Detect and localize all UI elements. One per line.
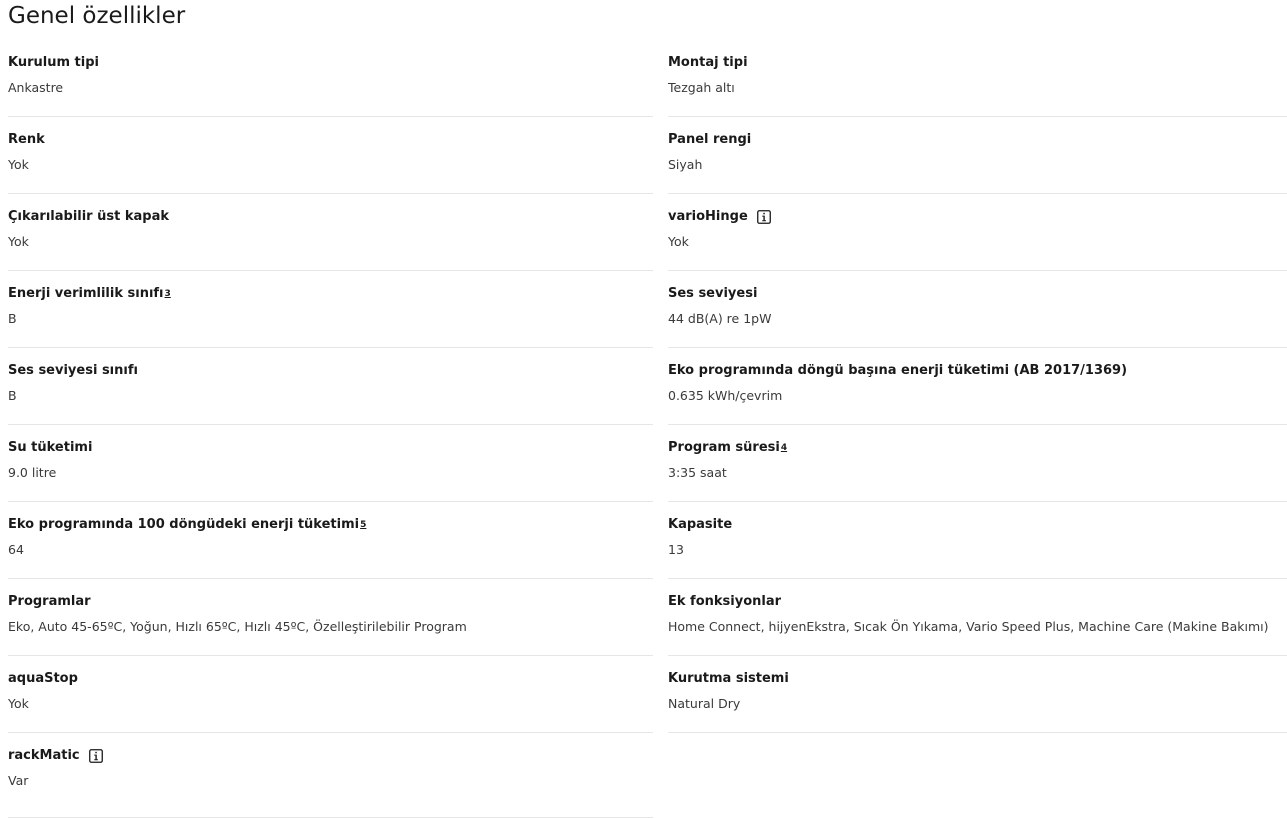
spec-label: Renk — [8, 132, 45, 147]
spec-label: aquaStop — [8, 671, 78, 686]
spec-item-aquastop — [8, 656, 653, 733]
spec-label: Kapasite — [668, 517, 733, 532]
spec-label: Çıkarılabilir üst kapak — [8, 209, 169, 224]
spec-value: B — [8, 388, 17, 403]
spec-item-program-suresi — [668, 425, 1287, 502]
spec-item-rackmatic — [8, 733, 653, 818]
spec-value: Siyah — [668, 157, 703, 172]
spec-label: Eko programında 100 döngüdeki enerji tüketimi 5 — [8, 517, 367, 532]
spec-label: Eko programında döngü başına enerji tüketimi (AB 2017/1369) — [668, 363, 1128, 378]
spec-item-ses-seviyesi — [668, 271, 1287, 348]
spec-value: B — [8, 311, 17, 326]
spec-item-enerji-verimlilik-sinifi — [8, 271, 653, 348]
spec-value: Tezgah altı — [668, 80, 735, 95]
spec-value: 64 — [8, 542, 24, 557]
spec-value: Yok — [668, 234, 689, 249]
spec-value: Yok — [8, 696, 29, 711]
spec-label: Su tüketimi — [8, 440, 93, 455]
spec-value: Natural Dry — [668, 696, 741, 711]
spec-item-eko-100-dongu — [8, 502, 653, 579]
spec-item-kurutma-sistemi — [668, 656, 1287, 733]
spec-label: Kurutma sistemi — [668, 671, 789, 686]
spec-label: Ek fonksiyonlar — [668, 594, 782, 609]
spec-value: 9.0 litre — [8, 465, 57, 480]
spec-item-kapasite — [668, 502, 1287, 579]
spec-label: varioHinge — [668, 208, 771, 226]
spec-value: Ankastre — [8, 80, 64, 95]
spec-value: 0.635 kWh/çevrim — [668, 388, 783, 403]
spec-item-kurulum-tipi — [8, 40, 653, 117]
spec-item-cikarilabilir-ust-kapak — [8, 194, 653, 271]
spec-item-variohinge — [668, 194, 1287, 271]
spec-value: 3:35 saat — [668, 465, 727, 480]
spec-value: Yok — [8, 157, 29, 172]
spec-label: rackMatic — [8, 747, 103, 765]
spec-label: Programlar — [8, 594, 91, 609]
spec-value: Home Connect, hijyenEkstra, Sıcak Ön Yıkama, Vario Speed Plus, Machine Care (Makine Bakımı) — [668, 619, 1269, 634]
spec-value: 13 — [668, 542, 684, 557]
spec-item-su-tuketimi — [8, 425, 653, 502]
spec-label: Kurulum tipi — [8, 55, 99, 70]
spec-item-panel-rengi — [668, 117, 1287, 194]
spec-label: Ses seviyesi sınıfı — [8, 363, 138, 378]
spec-item-empty — [668, 733, 1287, 809]
spec-label: Panel rengi — [668, 132, 752, 147]
info-icon[interactable] — [89, 749, 103, 763]
page-title: Genel özellikler — [8, 3, 186, 29]
spec-item-eko-enerji-tuketimi — [668, 348, 1287, 425]
spec-label: Enerji verimlilik sınıfı 3 — [8, 286, 171, 301]
spec-item-montaj-tipi — [668, 40, 1287, 117]
spec-value: Eko, Auto 45-65ºC, Yoğun, Hızlı 65ºC, Hızlı 45ºC, Özelleştirilebilir Program — [8, 619, 467, 634]
spec-item-renk — [8, 117, 653, 194]
spec-item-programlar — [8, 579, 653, 656]
spec-label: Ses seviyesi — [668, 286, 758, 301]
spec-value: Yok — [8, 234, 29, 249]
spec-grid — [8, 40, 1287, 818]
spec-item-ses-seviyesi-sinifi — [8, 348, 653, 425]
spec-label: Program süresi 4 — [668, 440, 788, 455]
spec-item-ek-fonksiyonlar — [668, 579, 1287, 656]
spec-value: Var — [8, 773, 29, 788]
spec-label: Montaj tipi — [668, 55, 748, 70]
spec-value: 44 dB(A) re 1pW — [668, 311, 772, 326]
info-icon[interactable] — [757, 210, 771, 224]
